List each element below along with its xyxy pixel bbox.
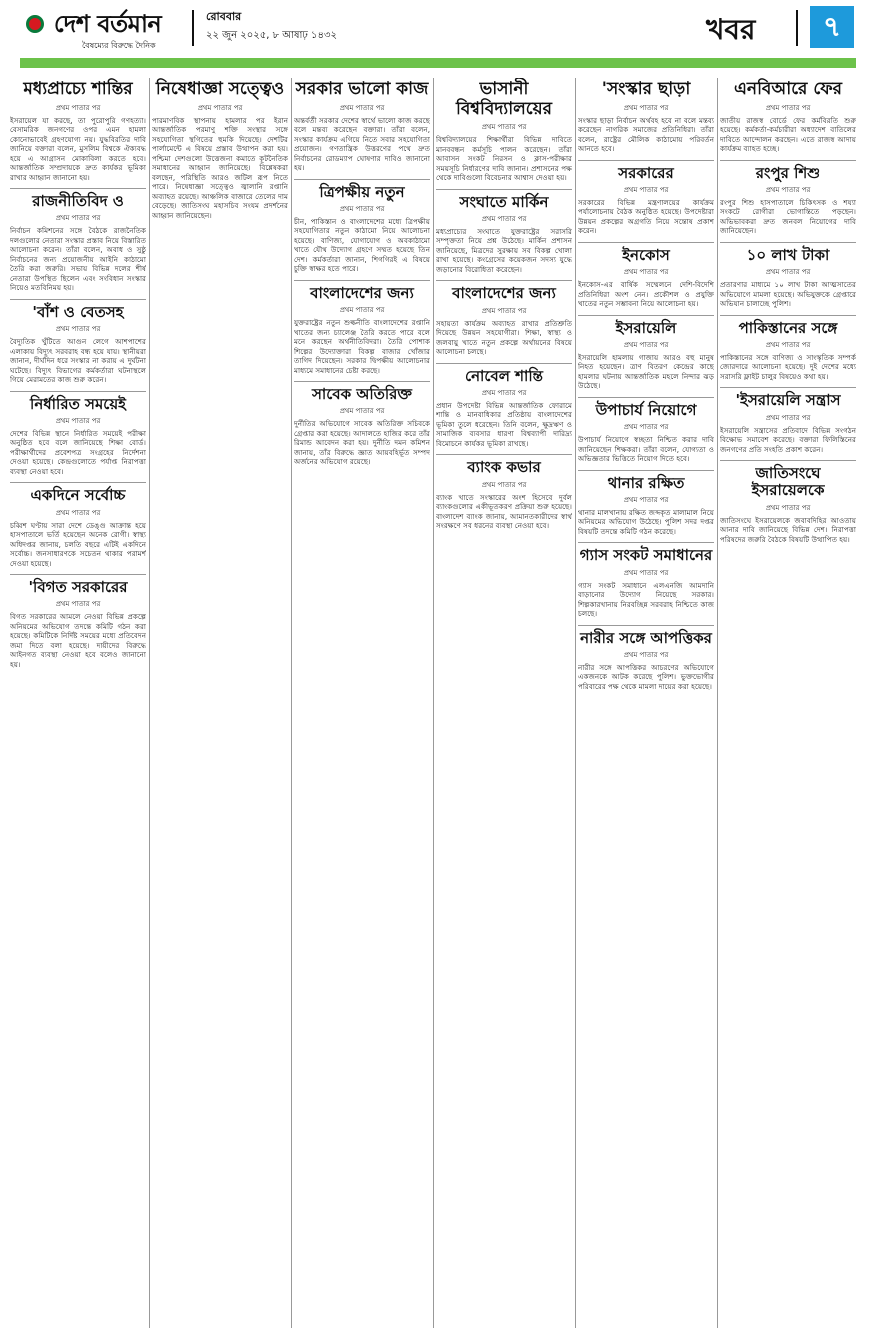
jump-label: প্রথম পাতার পর — [623, 650, 669, 659]
story-body: অন্তর্বর্তী সরকার দেশের স্বার্থে ভালো কাজ করছে বলে মন্তব্য করেছেন বক্তারা। তাঁরা বলেন, সংস্কার কার্যক্রম এগিয়ে নিতে সবার সহযোগিতা প্রয়োজন। গণতান্ত্রিক উত্তরণের পথে দ্রুত নির্বাচনের রোডম্যাপ ঘোষণার দাবিও জানানো হয়। — [294, 115, 430, 173]
issue-date: ২২ জুন ২০২৫, ৮ আষাঢ় ১৪৩২ — [206, 30, 337, 41]
jump-label: প্রথম পাতার পর — [765, 413, 811, 422]
jump-label: প্রথম পাতার পর — [481, 480, 527, 489]
story-body: রংপুর শিশু হাসপাতালে চিকিৎসক ও শয্যা সংকটে রোগীরা ভোগান্তিতে পড়ছেন। অভিভাবকরা দ্রুত জনবল নিয়োগের দাবি জানিয়েছেন। — [720, 197, 856, 236]
jump-label: প্রথম পাতার পর — [765, 103, 811, 112]
news-story[interactable] — [294, 184, 430, 274]
news-story[interactable] — [152, 80, 288, 220]
story-divider — [10, 391, 146, 392]
newspaper-logo[interactable] — [24, 6, 174, 52]
jump-label: প্রথম পাতার পর — [481, 123, 527, 132]
story-body: নির্বাচন কমিশনের সঙ্গে বৈঠকে রাজনৈতিক দলগুলোর নেতারা সংস্কার প্রস্তাব নিয়ে বিস্তারিত আলোচনা করেন। তাঁরা বলেন, অবাধ ও সুষ্ঠু নির্বাচনের জন্য প্রয়োজনীয় আইনি কাঠামো তৈরি করা জরুরি। সভায় বিভিন্ন দলের শীর্ষ নেতারা উপস্থিত ছিলেন এবং সংবিধান সংস্কার নিয়েও মতবিনিময় হয়। — [10, 226, 146, 293]
jump-label: প্রথম পাতার পর — [481, 388, 527, 397]
story-body: উপাচার্য নিয়োগে স্বচ্ছতা নিশ্চিত করার দাবি জানিয়েছেন শিক্ষকরা। তাঁরা বলেন, যোগ্যতা ও অভিজ্ঞতার ভিত্তিতে নিয়োগ দিতে হবে। — [578, 435, 714, 464]
news-story[interactable] — [436, 368, 572, 449]
story-body: সহায়তা কার্যক্রম অব্যাহত রাখার প্রতিশ্রুতি দিয়েছে উন্নয়ন সহযোগীরা। শিক্ষা, স্বাস্থ্য ও জলবায়ু খাতে নতুন প্রকল্পে অর্থায়নের বিষয়ে আলোচনা চলছে। — [436, 318, 572, 357]
jump-label: প্রথম পাতার পর — [623, 423, 669, 432]
story-body: বিগত সরকারের আমলে নেওয়া বিভিন্ন প্রকল্পে অনিয়মের অভিযোগ তদন্তে কমিটি গঠন করা হয়েছে। কমিটিকে নির্দিষ্ট সময়ের মধ্যে প্রতিবেদন জমা দিতে বলা হয়েছে। দায়ীদের বিরুদ্ধে আইনগত ব্যবস্থা নেওয়া হবে বলেও জানানো হয়। — [10, 612, 146, 669]
jump-label: প্রথম পাতার পর — [765, 185, 811, 194]
story-divider — [578, 542, 714, 543]
story-body: ইসরায়েল যা করছে, তা পুরোপুরি গণহত্যা। বেসামরিক জনগণের ওপর এমন হামলা কোনোভাবেই গ্রহণযোগ্য নয়। যুদ্ধবিরতির দাবি জানিয়ে বক্তারা বলেন, মুসলিম বিশ্বকে ঐক্যবদ্ধ হয়ে এ আগ্রাসন মোকাবিলা করতে হবে। আন্তর্জাতিক সম্প্রদায়কে দ্রুত কার্যকর ভূমিকা রাখার আহ্বান জানানো হয়। — [10, 115, 146, 182]
story-body: বিশ্ববিদ্যালয়ের শিক্ষার্থীরা বিভিন্ন দাবিতে মানববন্ধন কর্মসূচি পালন করেছেন। তাঁরা আবাসন সংকট নিরসন ও ক্লাস-পরীক্ষার সময়সূচি নির্ধারণের দাবি জানান। প্রশাসনের পক্ষ থেকে দাবিগুলো বিবেচনার আশ্বাস দেওয়া হয়। — [436, 135, 572, 183]
news-story[interactable] — [10, 579, 146, 669]
story-body: থানার মালখানায় রক্ষিত জব্দকৃত মালামাল নিয়ে অনিয়মের অভিযোগ উঠেছে। পুলিশ সদর দপ্তর বিষয়টি তদন্তে কমিটি গঠন করেছে। — [578, 507, 714, 536]
story-body: দেশের বিভিন্ন স্থানে নির্ধারিত সময়েই পরীক্ষা অনুষ্ঠিত হবে বলে জানিয়েছে শিক্ষা বোর্ড। পরীক্ষার্থীদের প্রবেশপত্র সংগ্রহের নির্দেশনা দেওয়া হয়েছে। কেন্দ্রগুলোতে পর্যাপ্ত নিরাপত্তা ব্যবস্থা নেওয়া হবে। — [10, 428, 146, 476]
story-body: গ্যাস সংকট সমাধানে এলএনজি আমদানি বাড়ানোর উদ্যোগ নিয়েছে সরকার। শিল্পকারখানায় নিরবচ্ছিন্ন সরবরাহ নিশ্চিতে কাজ চলছে। — [578, 580, 714, 619]
story-body: জাতিসংঘে ইসরায়েলকে জবাবদিহির আওতায় আনার দাবি জানিয়েছে বিভিন্ন দেশ। নিরাপত্তা পরিষদের জরুরি বৈঠকে বিষয়টি উত্থাপিত হয়। — [720, 515, 856, 544]
story-divider — [294, 280, 430, 281]
story-headline[interactable]: সরকারের — [618, 163, 674, 182]
story-divider — [720, 160, 856, 161]
masthead-divider — [192, 10, 194, 46]
column-separator — [575, 78, 576, 1328]
story-divider — [720, 242, 856, 243]
story-body: পারমাণবিক স্থাপনায় হামলার পর ইরান আন্তর্জাতিক পরমাণু শক্তি সংস্থার সঙ্গে সহযোগিতা স্থগিতের হুমকি দিয়েছে। দেশটির পার্লামেন্টে এ বিষয়ে প্রস্তাব উত্থাপন করা হয়। পশ্চিমা দেশগুলো উত্তেজনা কমাতে কূটনৈতিক সমাধানের আহ্বান জানিয়েছে। বিশ্লেষকরা বলছেন, পরিস্থিতি আরও জটিল রূপ নিতে পারে। নিষেধাজ্ঞা সত্ত্বেও জ্বালানি রপ্তানি অব্যাহত রয়েছে। আঞ্চলিক বাজারে তেলের দাম বেড়েছে। জাতিসংঘ মহাসচিব সংযম প্রদর্শনের আহ্বান জানিয়েছেন। — [152, 115, 288, 220]
story-headline[interactable]: থানার রক্ষিত — [607, 473, 685, 492]
story-body: প্রতারণার মাধ্যমে ১০ লাখ টাকা আত্মসাতের অভিযোগে মামলা হয়েছে। অভিযুক্তকে গ্রেপ্তারে অভিযান চালাচ্ছে পুলিশ। — [720, 280, 856, 309]
news-story[interactable] — [720, 320, 856, 382]
story-headline[interactable]: এনবিআরে ফের — [733, 79, 842, 99]
logo-tagline: বৈষম্যের বিরুদ্ধে দৈনিক — [82, 41, 156, 50]
story-divider — [10, 188, 146, 189]
jump-label: প্রথম পাতার পর — [481, 214, 527, 223]
news-column-5 — [578, 78, 714, 1328]
jump-label: প্রথম পাতার পর — [765, 340, 811, 349]
story-headline[interactable]: সাবেক অতিরিক্ত — [311, 385, 412, 404]
story-body: ব্যাংক খাতে সংস্কারের অংশ হিসেবে দুর্বল ব্যাংকগুলোর একীভূতকরণ প্রক্রিয়া শুরু হয়েছে। বাংলাদেশ ব্যাংক জানায়, আমানতকারীদের স্বার্থ সংরক্ষণে সব ধরনের ব্যবস্থা নেওয়া হবে। — [436, 492, 572, 531]
story-headline[interactable]: গ্যাস সংকট সমাধানের — [579, 546, 713, 565]
story-divider — [294, 179, 430, 180]
news-column-2 — [152, 78, 288, 1328]
story-divider — [294, 381, 430, 382]
story-headline[interactable]: রংপুর শিশু — [755, 163, 821, 182]
issue-day: রোববার — [206, 10, 242, 23]
news-story[interactable] — [720, 165, 856, 236]
story-divider — [436, 363, 572, 364]
story-headline[interactable]: নিষেধাজ্ঞা সত্ত্বেও — [155, 79, 285, 99]
news-story[interactable] — [578, 475, 714, 537]
news-story[interactable] — [578, 630, 714, 692]
story-headline[interactable]: ভাসানী বিশ্ববিদ্যালয়ের — [455, 79, 552, 119]
news-story[interactable] — [578, 247, 714, 309]
jump-label: প্রথম পাতার পর — [55, 214, 101, 223]
story-headline[interactable]: 'বিগত সরকারের — [28, 578, 128, 597]
news-column-3 — [294, 78, 430, 1328]
jump-label: প্রথম পাতার পর — [623, 340, 669, 349]
story-divider — [578, 397, 714, 398]
story-headline[interactable]: মধ্যপ্রাচ্যে শান্তির — [23, 79, 133, 99]
story-headline[interactable]: নির্ধারিত সময়েই — [30, 394, 126, 413]
news-story[interactable] — [294, 285, 430, 375]
story-headline[interactable]: সংঘাতে মার্কিন — [459, 192, 549, 211]
story-divider — [436, 189, 572, 190]
story-body: দুর্নীতির অভিযোগে সাবেক অতিরিক্ত সচিবকে গ্রেপ্তার করা হয়েছে। আদালতে হাজির করে তাঁর রিমান্ড আবেদন করা হয়। দুর্নীতি দমন কমিশন জানায়, তাঁর বিরুদ্ধে জ্ঞাত আয়বহির্ভূত সম্পদ অর্জনের অভিযোগ রয়েছে। — [294, 419, 430, 467]
masthead — [0, 0, 870, 62]
news-story[interactable] — [10, 304, 146, 385]
news-story[interactable] — [578, 165, 714, 236]
story-headline[interactable]: 'সংস্কার ছাড়া — [601, 79, 691, 99]
story-divider — [578, 242, 714, 243]
jump-label: প্রথম পাতার পর — [55, 103, 101, 112]
news-story[interactable] — [10, 80, 146, 182]
news-column-6 — [720, 78, 856, 1328]
accent-bar — [20, 58, 856, 68]
news-story[interactable] — [720, 392, 856, 454]
jump-label: প্রথম পাতার পর — [623, 268, 669, 277]
story-divider — [720, 460, 856, 461]
story-divider — [10, 574, 146, 575]
jump-label: প্রথম পাতার পর — [55, 416, 101, 425]
story-headline[interactable]: নোবেল শান্তি — [464, 366, 544, 385]
story-headline[interactable]: পাকিস্তানের সঙ্গে — [738, 318, 838, 337]
news-story[interactable] — [294, 386, 430, 467]
story-headline[interactable]: ১০ লাখ টাকা — [746, 245, 830, 264]
column-separator — [433, 78, 434, 1328]
story-divider — [578, 160, 714, 161]
news-story[interactable] — [720, 247, 856, 309]
story-body: ইসরায়েলি হামলায় গাজায় আরও বহু মানুষ নিহত হয়েছেন। ত্রাণ বিতরণ কেন্দ্রের কাছে হামলার ঘটনায় আন্তর্জাতিক মহলে নিন্দার ঝড় উঠেছে। — [578, 352, 714, 391]
news-story[interactable] — [578, 320, 714, 391]
news-story[interactable] — [10, 487, 146, 568]
jump-label: প্রথম পাতার পর — [623, 103, 669, 112]
story-headline[interactable]: 'ইসরায়েলি সন্ত্রাস — [735, 391, 841, 410]
news-story[interactable] — [436, 285, 572, 356]
story-headline[interactable]: ইসরায়েলি — [615, 318, 677, 337]
news-story[interactable] — [720, 80, 856, 154]
story-headline[interactable]: ইনকোস — [622, 245, 670, 264]
news-story[interactable] — [578, 547, 714, 618]
jump-label: প্রথম পাতার পর — [481, 306, 527, 315]
story-body: পাকিস্তানের সঙ্গে বাণিজ্য ও সাংস্কৃতিক সম্পর্ক জোরদারে আলোচনা হয়েছে। দুই দেশের মধ্যে সরাসরি ফ্লাইট চালুর বিষয়েও কথা হয়। — [720, 352, 856, 381]
story-divider — [578, 315, 714, 316]
jump-label: প্রথম পাতার পর — [339, 306, 385, 315]
jump-label: প্রথম পাতার পর — [339, 204, 385, 213]
story-headline[interactable]: জাতিসংঘে ইসরায়েলকে — [751, 464, 825, 500]
story-headline[interactable]: উপাচার্য নিয়োগে — [595, 400, 697, 419]
jump-label: প্রথম পাতার পর — [623, 568, 669, 577]
story-body: প্রধান উপদেষ্টা বিভিন্ন আন্তর্জাতিক ফোরামে শান্তি ও মানবাধিকার প্রতিষ্ঠায় বাংলাদেশের ভূমিকা তুলে ধরেছেন। তিনি বলেন, ক্ষুদ্রঋণ ও সামাজিক ব্যবসার ধারণা বিশ্বব্যাপী দারিদ্র্য বিমোচনে কার্যকর ভূমিকা রাখছে। — [436, 400, 572, 448]
news-story[interactable] — [10, 396, 146, 477]
story-divider — [578, 625, 714, 626]
story-headline[interactable]: একদিনে সর্বোচ্চ — [30, 486, 126, 505]
masthead-divider — [796, 10, 798, 46]
jump-label: প্রথম পাতার পর — [55, 600, 101, 609]
news-story[interactable] — [294, 80, 430, 173]
story-body: যুক্তরাষ্ট্রের নতুন শুল্কনীতি বাংলাদেশের রপ্তানি খাতের জন্য চ্যালেঞ্জ তৈরি করতে পারে বলে মনে করছেন অর্থনীতিবিদরা। তৈরি পোশাক শিল্পের উদ্যোক্তারা বিকল্প বাজার খোঁজার তাগিদ দিয়েছেন। সরকার দ্বিপক্ষীয় আলোচনার মাধ্যমে সমাধানের চেষ্টা করছে। — [294, 318, 430, 375]
story-divider — [720, 387, 856, 388]
jump-label: প্রথম পাতার পর — [339, 407, 385, 416]
story-divider — [578, 470, 714, 471]
column-separator — [291, 78, 292, 1328]
story-divider — [10, 299, 146, 300]
story-body: সংস্কার ছাড়া নির্বাচন অর্থবহ হবে না বলে মন্তব্য করেছেন নাগরিক সমাজের প্রতিনিধিরা। তাঁরা বলেন, রাষ্ট্রের মৌলিক কাঠামোয় পরিবর্তন আনতে হবে। — [578, 115, 714, 154]
jump-label: প্রথম পাতার পর — [55, 508, 101, 517]
column-separator — [717, 78, 718, 1328]
news-story[interactable] — [436, 459, 572, 530]
news-story[interactable] — [578, 402, 714, 464]
story-divider — [436, 454, 572, 455]
jump-label: প্রথম পাতার পর — [55, 325, 101, 334]
story-headline[interactable]: বাংলাদেশের জন্য — [310, 283, 414, 302]
jump-label: প্রথম পাতার পর — [623, 495, 669, 504]
news-story[interactable] — [10, 193, 146, 293]
page-number-badge: ৭ — [810, 6, 854, 48]
news-column-1 — [10, 78, 146, 1328]
jump-label: প্রথম পাতার পর — [765, 503, 811, 512]
story-headline[interactable]: ত্রিপক্ষীয় নতুন — [319, 182, 405, 201]
story-headline[interactable]: ব্যাংক কভার — [467, 458, 541, 477]
story-headline[interactable]: রাজনীতিবিদ ও — [32, 192, 124, 211]
story-body: ইসরায়েলি সন্ত্রাসের প্রতিবাদে বিভিন্ন সংগঠন বিক্ষোভ সমাবেশ করেছে। বক্তারা ফিলিস্তিনের জনগণের প্রতি সংহতি প্রকাশ করেন। — [720, 425, 856, 454]
news-story[interactable] — [436, 194, 572, 275]
story-headline[interactable]: নারীর সঙ্গে আপত্তিকর — [580, 628, 712, 647]
story-divider — [720, 315, 856, 316]
news-story[interactable] — [578, 80, 714, 154]
story-divider — [10, 482, 146, 483]
story-body: ইনকোস-এর বার্ষিক সম্মেলনে দেশি-বিদেশি প্রতিনিধিরা অংশ নেন। প্রকৌশল ও প্রযুক্তি খাতের নতুন সম্ভাবনা নিয়ে আলোচনা হয়। — [578, 280, 714, 309]
story-body: চীন, পাকিস্তান ও বাংলাদেশের মধ্যে ত্রিপক্ষীয় সহযোগিতার নতুন কাঠামো নিয়ে আলোচনা হয়েছে। বাণিজ্য, যোগাযোগ ও অবকাঠামো খাতে যৌথ উদ্যোগ গ্রহণে সম্মত হয়েছে তিন দেশ। কর্মকর্তারা জানান, শিগগিরই এ বিষয়ে চুক্তি স্বাক্ষর হতে পারে। — [294, 216, 430, 274]
story-body: সরকারের বিভিন্ন মন্ত্রণালয়ের কার্যক্রম পর্যালোচনায় বৈঠক অনুষ্ঠিত হয়েছে। উপদেষ্টারা উন্নয়ন প্রকল্পের অগ্রগতি নিয়ে সন্তোষ প্রকাশ করেন। — [578, 197, 714, 236]
jump-label: প্রথম পাতার পর — [339, 103, 385, 112]
story-body: জাতীয় রাজস্ব বোর্ডে ফের কর্মবিরতি শুরু হয়েছে। কর্মকর্তা-কর্মচারীরা অধ্যাদেশ বাতিলের দাবিতে আন্দোলন করছেন। এতে রাজস্ব আদায় কার্যক্রম ব্যাহত হচ্ছে। — [720, 115, 856, 154]
jump-label: প্রথম পাতার পর — [197, 103, 243, 112]
logo-badge-icon — [26, 15, 44, 33]
logo-text: দেশ বর্তমান — [53, 9, 162, 38]
news-story[interactable] — [436, 80, 572, 183]
jump-label: প্রথম পাতার পর — [765, 268, 811, 277]
jump-label: প্রথম পাতার পর — [623, 185, 669, 194]
story-body: মধ্যপ্রাচ্যের সংঘাতে যুক্তরাষ্ট্রের সরাসরি সম্পৃক্ততা নিয়ে প্রশ্ন উঠেছে। মার্কিন প্রশাসন জানিয়েছে, মিত্রদের সুরক্ষায় সব বিকল্প খোলা রাখা হয়েছে। কংগ্রেসের কয়েকজন সদস্য যুদ্ধে জড়ানোর বিরোধিতা করেছেন। — [436, 226, 572, 274]
story-headline[interactable]: সরকার ভালো কাজ — [295, 79, 429, 99]
story-headline[interactable]: বাংলাদেশের জন্য — [452, 284, 556, 303]
story-divider — [436, 280, 572, 281]
story-body: নারীর সঙ্গে আপত্তিকর আচরণের অভিযোগে একজনকে আটক করেছে পুলিশ। ভুক্তভোগীর পরিবারের পক্ষ থেকে মামলা দায়ের করা হয়েছে। — [578, 662, 714, 691]
news-column-4 — [436, 78, 572, 1328]
section-name: খবর — [706, 13, 756, 46]
column-separator — [149, 78, 150, 1328]
story-body: চব্বিশ ঘণ্টায় সারা দেশে ডেঙ্গু আক্রান্ত হয়ে হাসপাতালে ভর্তি হয়েছেন অনেক রোগী। স্বাস্থ্য অধিদপ্তর জানায়, চলতি বছরে এটিই একদিনে সর্বোচ্চ। জনসাধারণকে সচেতন থাকার পরামর্শ দেওয়া হয়েছে। — [10, 520, 146, 568]
story-headline[interactable]: 'বাঁশ ও বেতসহ — [32, 302, 124, 321]
news-story[interactable] — [720, 465, 856, 544]
story-body: বৈদ্যুতিক খুঁটিতে আগুন লেগে আশপাশের এলাকায় বিদ্যুৎ সরবরাহ বন্ধ হয়ে যায়। স্থানীয়রা জানান, দীর্ঘদিন ধরে সংস্কার না করায় এ দুর্ঘটনা ঘটেছে। বিদ্যুৎ বিভাগের কর্মকর্তারা ঘটনাস্থলে গিয়ে মেরামতের কাজ শুরু করেন। — [10, 337, 146, 385]
